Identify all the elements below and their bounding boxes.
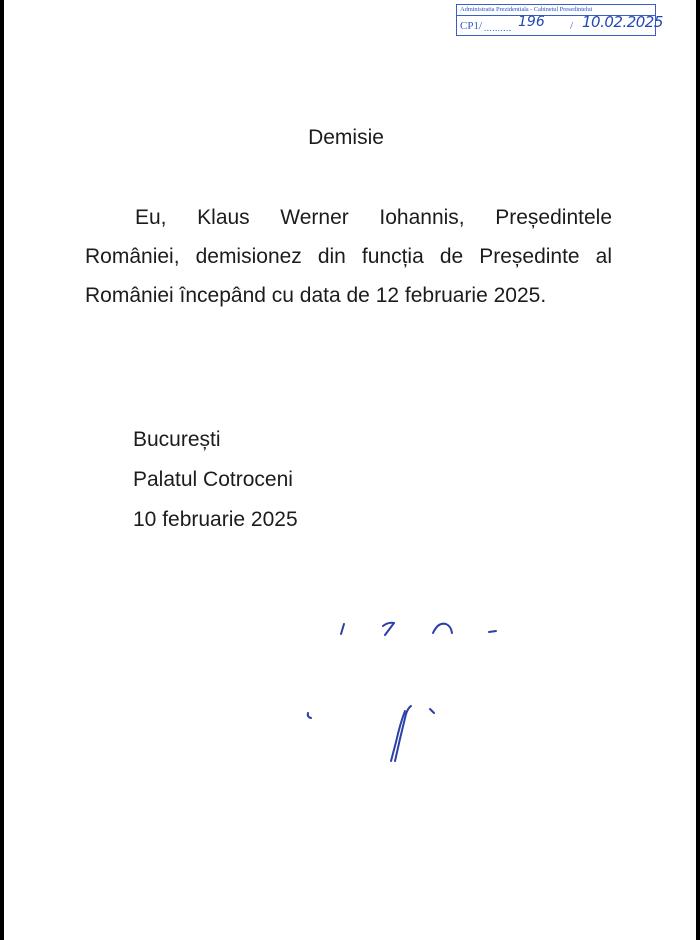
signature-stroke [391,711,405,761]
registration-stamp [456,4,663,36]
handwritten-signature [284,600,524,780]
stamp-date: 10.02.2025 [582,13,663,31]
stamp-prefix: CP1/ [460,20,483,32]
signature-stroke [489,631,496,632]
document-date: 10 februarie 2025 [133,508,298,531]
stamp-separator: / [570,20,574,32]
stamp-registration-number: 196 [518,14,545,30]
resignation-text: Eu, Klaus Werner Iohannis, Președintele României, demisionez din funcția de Președinte al României începând cu data de 12 februarie 2025. [85,206,612,307]
place-venue: Palatul Cotroceni [133,468,293,491]
signature-stroke [433,624,452,633]
stamp-header: Administratia Prezidentiala - Cabinetul Presedintelui [460,6,593,13]
signature-stroke [308,713,311,718]
document-title: Demisie [308,126,384,149]
signature-stroke [383,623,394,635]
stamp-dots: .......... [484,23,512,33]
stamp-registration-row [460,13,663,35]
signature-stroke [341,624,344,634]
signature-stroke [430,709,434,713]
place-city: București [133,428,221,451]
document-page [4,0,696,940]
